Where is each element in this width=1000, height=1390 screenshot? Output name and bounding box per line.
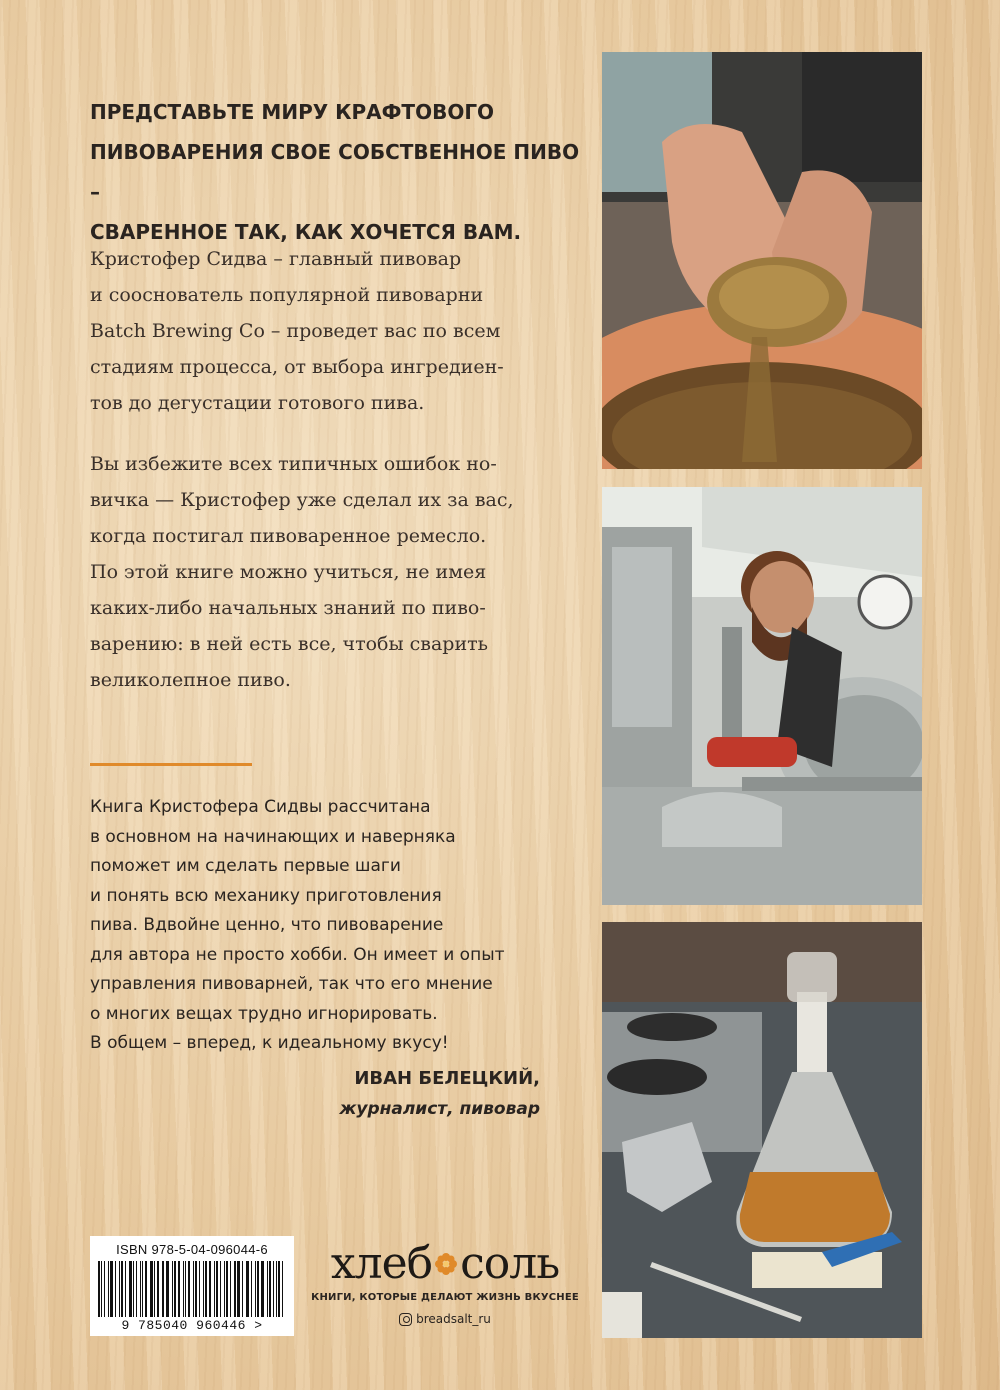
barcode-bar — [261, 1261, 264, 1317]
barcode-bar — [193, 1261, 194, 1317]
flower-icon — [434, 1252, 458, 1276]
barcode-bar — [267, 1261, 268, 1317]
barcode-bar — [255, 1261, 256, 1317]
isbn-number: ISBN 978-5-04-096044-6 — [116, 1242, 268, 1257]
barcode-bar — [110, 1261, 113, 1317]
barcode-bar — [214, 1261, 215, 1317]
barcode-bar — [98, 1261, 100, 1317]
barcode-bar — [115, 1261, 116, 1317]
barcode-bar — [145, 1261, 147, 1317]
publisher-tagline: КНИГИ, КОТОРЫЕ ДЕЛАЮТ ЖИЗНЬ ВКУСНЕЕ — [311, 1292, 579, 1303]
publisher-logo — [310, 1238, 580, 1330]
barcode-bar — [166, 1261, 169, 1317]
barcode-bar — [273, 1261, 274, 1317]
barcode-bar — [174, 1261, 176, 1317]
barcode-bar — [178, 1261, 180, 1317]
barcode-bar — [142, 1261, 143, 1317]
hands-with-malt-photo — [602, 52, 922, 469]
instagram-icon — [399, 1313, 412, 1326]
barcode-bar — [216, 1261, 219, 1317]
headline: ПРЕДСТАВЬТЕ МИРУ КРАФТОВОГО ПИВОВАРЕНИЯ СВОЕ СОБСТВЕННОЕ ПИВО – СВАРЕННОЕ ТАК, КАК ХОЧЕТСЯ ВАМ. — [90, 100, 580, 244]
barcode-bar — [237, 1261, 240, 1317]
barcode-bars — [98, 1261, 286, 1317]
barcode-bar — [119, 1261, 120, 1317]
barcode-bar — [234, 1261, 236, 1317]
barcode-bar — [104, 1261, 105, 1317]
barcode-bar — [188, 1261, 191, 1317]
barcode-bar — [154, 1261, 155, 1317]
quote-author-name: ИВАН БЕЛЕЦКИЙ, — [354, 1068, 540, 1089]
quote-author — [339, 1064, 540, 1124]
barcode-bar — [257, 1261, 259, 1317]
barcode-bar — [101, 1261, 102, 1317]
barcode-bar — [129, 1261, 132, 1317]
barcode-digits: 9 785040 960446 > — [121, 1318, 263, 1333]
barcode-bar — [199, 1261, 200, 1317]
barcode-bar — [203, 1261, 204, 1317]
review-quote: Книга Кристофера Сидвы рассчитана в основном на начинающих и наверняка поможет им сделать первые шаги и понять всю механику приготовления пива. Вдвойне ценно, что пивоварение для автора не просто хобби. Он имеет и опыт управления пивоварней, так что его мнение о многих вещах трудно игнорировать. В общем – вперед, к идеальному вкусу! — [90, 797, 505, 1053]
barcode-bar — [195, 1261, 197, 1317]
barcode-bar — [251, 1261, 252, 1317]
logo-wordmark — [331, 1238, 559, 1290]
social-handle[interactable] — [399, 1312, 491, 1326]
barcode-bar — [247, 1261, 249, 1317]
barcode-bar — [183, 1261, 184, 1317]
isbn-barcode — [90, 1236, 294, 1336]
barcode-bar — [246, 1261, 247, 1317]
barcode-bar — [220, 1261, 221, 1317]
barcode-bar — [140, 1261, 141, 1317]
barcode-bar — [133, 1261, 135, 1317]
barcode-bar — [172, 1261, 173, 1317]
barcode-bar — [282, 1261, 283, 1317]
barcode-bar — [185, 1261, 186, 1317]
logo-word-right: соль — [460, 1238, 560, 1289]
barcode-bar — [162, 1261, 163, 1317]
barcode-bar — [278, 1261, 280, 1317]
barcode-bar — [269, 1261, 271, 1317]
logo-word-left: хлеб — [330, 1238, 433, 1289]
barcode-bar — [242, 1261, 243, 1317]
barcode-bar — [276, 1261, 277, 1317]
social-handle-text: breadsalt_ru — [416, 1312, 491, 1326]
barcode-bar — [108, 1261, 110, 1317]
barcode-bar — [226, 1261, 228, 1317]
quote-author-role: журналист, пивовар — [339, 1099, 540, 1119]
barcode-bar — [205, 1261, 207, 1317]
brewer-at-kettle-photo — [602, 487, 922, 905]
barcode-bar — [121, 1261, 123, 1317]
description-paragraph-1: Кристофер Сидва – главный пивовар и сооснователь популярной пивоварни Batch Brewing Co – проведет вас по всем стадиям процесса, от выбора ингредиен- тов до дегустации готового пива. — [90, 248, 504, 414]
barcode-bar — [136, 1261, 137, 1317]
barcode-bar — [163, 1261, 164, 1317]
barcode-bar — [157, 1261, 159, 1317]
barcode-bar — [125, 1261, 126, 1317]
description-paragraph-2: Вы избежите всех типичных ошибок но- вичка — Кристофер уже сделал их за вас, когда постигал пивоваренное ремесло. По этой книге можно учиться, не имея каких-либо начальных знаний по пиво- варению: в ней есть все, чтобы сварить великолепное пиво. — [90, 453, 514, 691]
barcode-bar — [224, 1261, 225, 1317]
barcode-bar — [209, 1261, 211, 1317]
barcode-bar — [230, 1261, 231, 1317]
barcode-bar — [150, 1261, 153, 1317]
flask-on-stove-photo — [602, 922, 922, 1338]
accent-divider — [90, 763, 252, 766]
